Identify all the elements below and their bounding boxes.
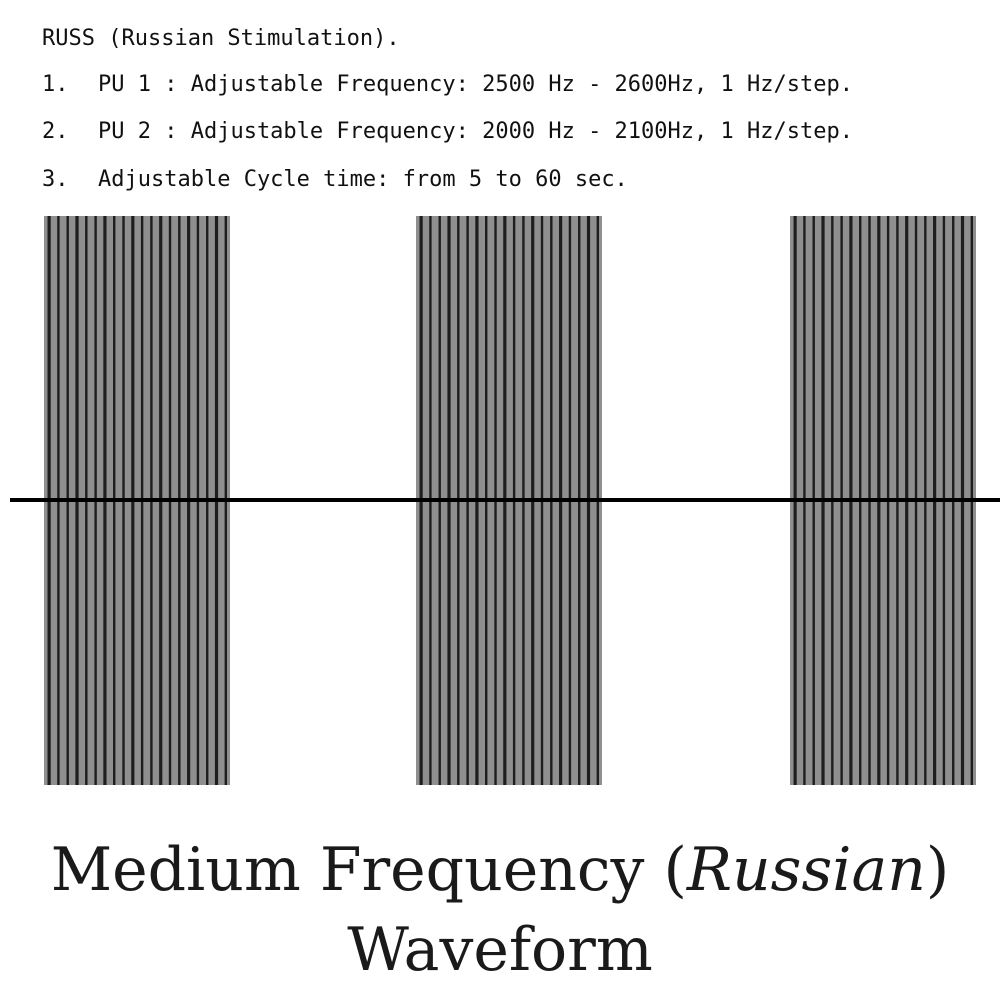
- caption-text: Medium Frequency (: [50, 835, 687, 905]
- spec-number: 1.: [42, 72, 69, 97]
- spec-text: PU 2 : Adjustable Frequency: 2000 Hz - 2100Hz, 1 Hz/step.: [98, 119, 853, 144]
- waveform-diagram: [0, 200, 1000, 800]
- waveform-caption: [0, 830, 1000, 990]
- spec-text: PU 1 : Adjustable Frequency: 2500 Hz - 2600Hz, 1 Hz/step.: [98, 72, 853, 97]
- caption-line-1: [0, 830, 1000, 910]
- spec-number: 3.: [42, 167, 69, 192]
- caption-text: ): [925, 835, 950, 905]
- spec-number: 2.: [42, 119, 69, 144]
- spec-item-pu1: [42, 72, 853, 97]
- spec-item-pu2: [42, 119, 853, 144]
- spec-text: Adjustable Cycle time: from 5 to 60 sec.: [98, 167, 628, 192]
- caption-italic-text: Russian: [686, 835, 926, 905]
- spec-item-cycle-time: [42, 167, 628, 192]
- heading: RUSS (Russian Stimulation).: [42, 26, 400, 51]
- caption-line-2: Waveform: [347, 915, 653, 985]
